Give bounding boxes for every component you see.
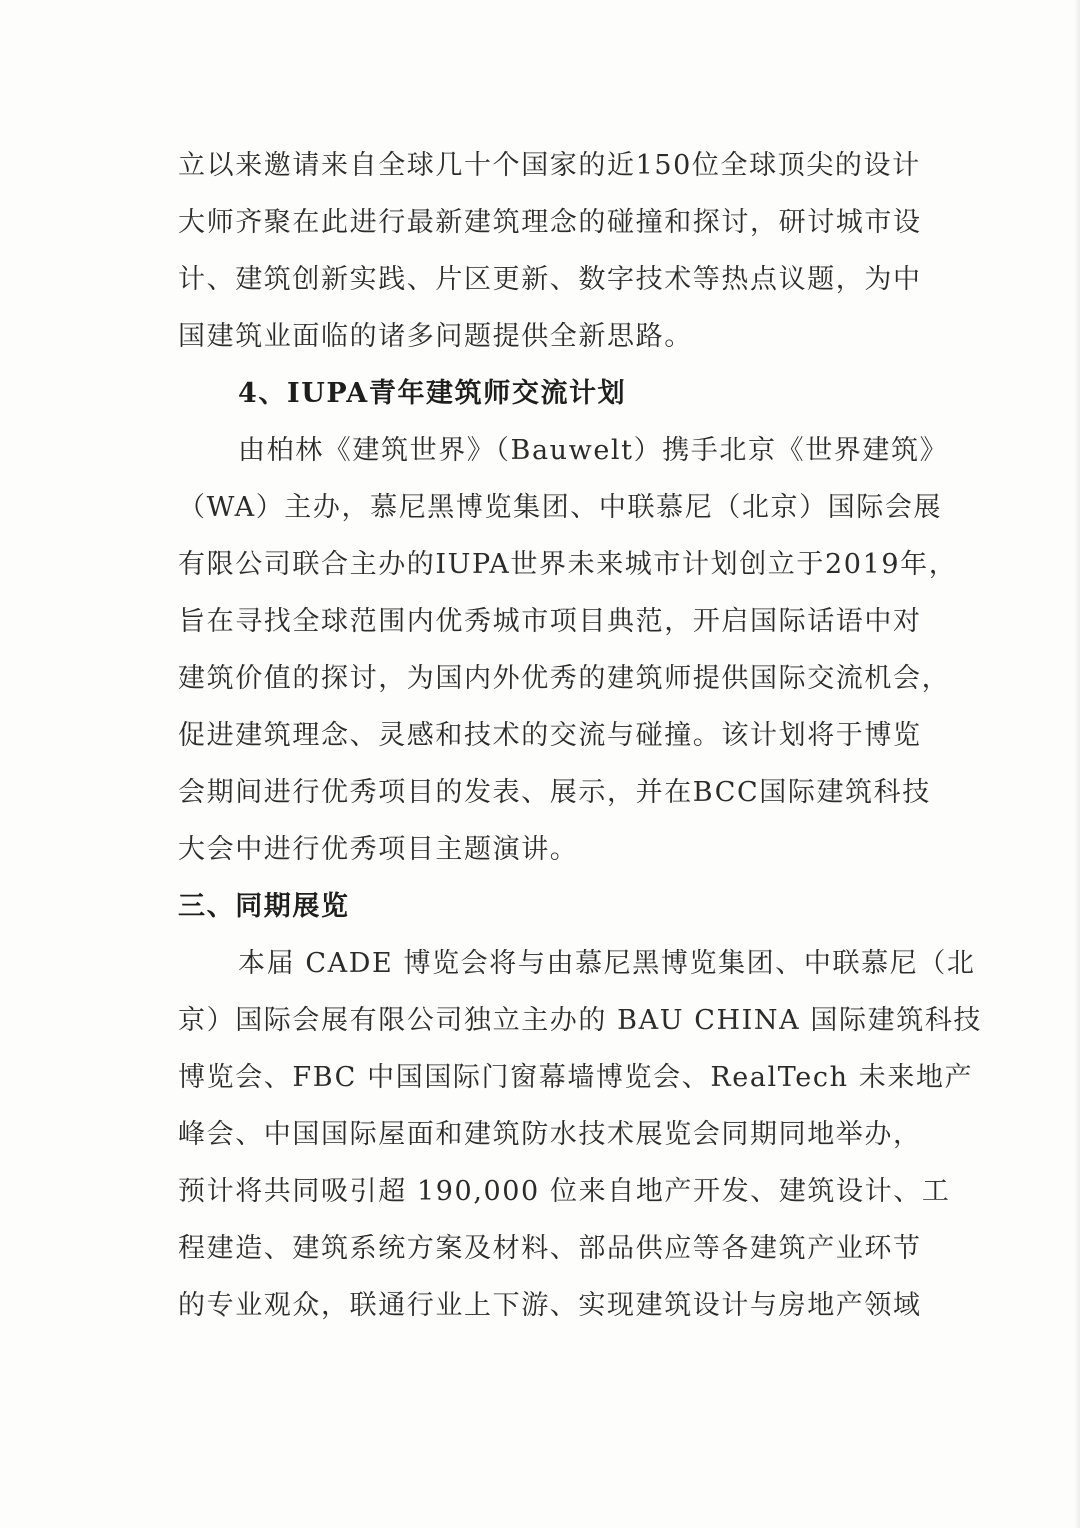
text-line-16: 京）国际会展有限公司独立主办的 BAU CHINA 国际建筑科技 [178, 1005, 983, 1036]
text-line-3: 计、建筑创新实践、片区更新、数字技术等热点议题，为中 [178, 264, 922, 295]
text-line-1: 立以来邀请来自全球几十个国家的近150位全球顶尖的设计 [178, 150, 921, 181]
text-line-10: 建筑价值的探讨，为国内外优秀的建筑师提供国际交流机会， [178, 663, 951, 694]
text-line-20: 程建造、建筑系统方案及材料、部品供应等各建筑产业环节 [178, 1233, 922, 1264]
text-line-19: 预计将共同吸引超 190,000 位来自地产开发、建筑设计、工 [178, 1176, 951, 1207]
text-line-6: 由柏林《建筑世界》（Bauwelt）携手北京《世界建筑》 [238, 435, 949, 466]
text-line-8: 有限公司联合主办的IUPA世界未来城市计划创立于2019年， [178, 549, 958, 580]
text-line-9: 旨在寻找全球范围内优秀城市项目典范，开启国际话语中对 [178, 606, 922, 637]
text-line-2: 大师齐聚在此进行最新建筑理念的碰撞和探讨，研讨城市设 [178, 207, 922, 238]
scan-edge-shadow [1074, 0, 1080, 1528]
text-line-7: （WA）主办，慕尼黑博览集团、中联慕尼（北京）国际会展 [178, 492, 943, 523]
text-line-15: 本届 CADE 博览会将与由慕尼黑博览集团、中联慕尼（北 [238, 948, 976, 979]
text-line-18: 峰会、中国国际屋面和建筑防水技术展览会同期同地举办， [178, 1119, 922, 1150]
text-line-13: 大会中进行优秀项目主题演讲。 [178, 834, 579, 865]
text-line-4: 国建筑业面临的诸多问题提供全新思路。 [178, 321, 693, 352]
text-line-17: 博览会、FBC 中国国际门窗幕墙博览会、RealTech 未来地产 [178, 1062, 974, 1093]
text-line-11: 促进建筑理念、灵感和技术的交流与碰撞。该计划将于博览 [178, 720, 922, 751]
section-heading-exhibitions: 三、同期展览 [178, 891, 350, 922]
text-line-12: 会期间进行优秀项目的发表、展示，并在BCC国际建筑科技 [178, 777, 931, 808]
text-line-21: 的专业观众，联通行业上下游、实现建筑设计与房地产领域 [178, 1290, 922, 1321]
section-heading-iupa: 4、IUPA青年建筑师交流计划 [238, 378, 627, 409]
